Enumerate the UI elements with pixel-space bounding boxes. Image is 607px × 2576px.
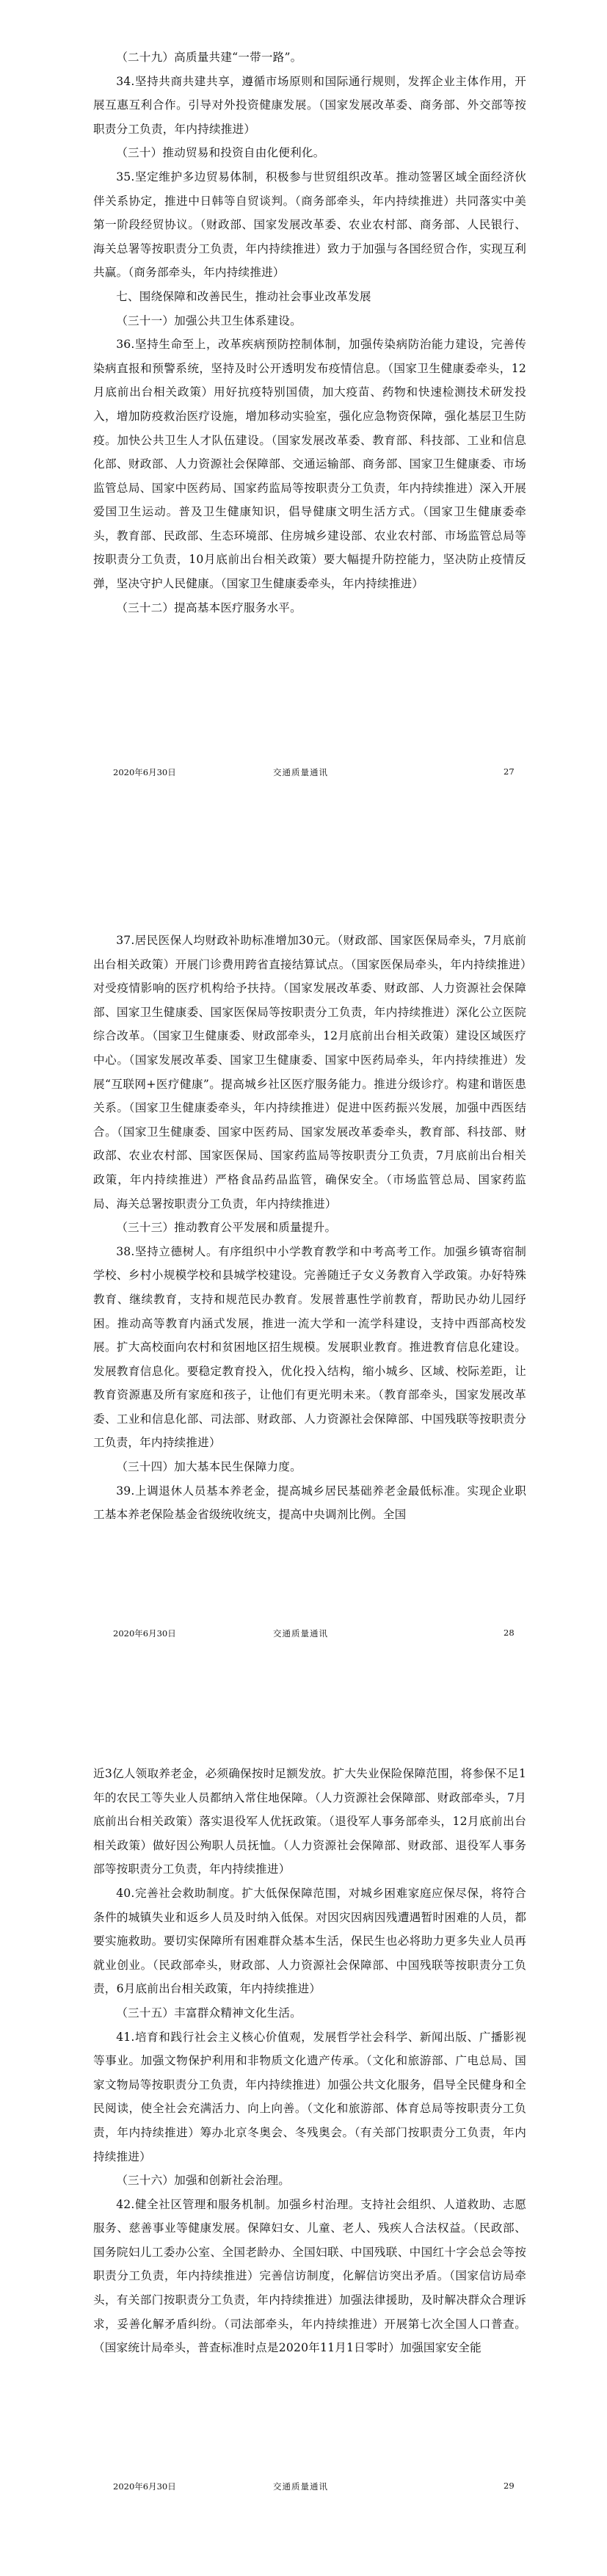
paragraph: 35.坚定维护多边贸易体制，积极参与世贸组织改革。推动签署区域全面经济伙伴关系协定，推进中日韩等自贸谈判。（商务部牵头，年内持续推进）共同落实中美第一阶段经贸协议。（财政部、国家发展改革委、农业农村部、商务部、人民银行、海关总署等按职责分工负责，年内持续推进）致力于加强与各国经贸合作，实现互利共赢。（商务部牵头，年内持续推进）: [93, 170, 526, 280]
section-heading: （二十九）高质量共建“一带一路”。: [116, 51, 302, 64]
section-heading: （三十一）加强公共卫生体系建设。: [116, 313, 302, 327]
paragraph: 41.培育和践行社会主义核心价值观，发展哲学社会科学、新闻出版、广播影视等事业。加强文物保护利用和非物质文化遗产传承。（文化和旅游部、广电总局、国家文物局等按职责分工负责，年内持续推进）加强公共文化服务，倡导全民健身和全民阅读，使全社会充满活力、向上向善。（文化和旅游部、体育总局等按职责分工负责，年内持续推进）筹办北京冬奥会、冬残奥会。（有关部门按职责分工负责，年内持续推进）: [93, 2030, 526, 2163]
page-footer: [0, 2481, 607, 2498]
paragraph: 39.上调退休人员基本养老金，提高城乡居民基础养老金最低标准。实现企业职工基本养老保险基金省级统收统支，提高中央调剂比例。全国: [93, 1484, 526, 1522]
page-body: [93, 1762, 526, 2360]
footer-date: 2020年6月30日: [113, 2481, 176, 2492]
paragraph: 42.健全社区管理和服务机制。加强乡村治理。支持社会组织、人道救助、志愿服务、慈善事业等健康发展。保障妇女、儿童、老人、残疾人合法权益。（民政部、国务院妇儿工委办公室、全国老龄办、全国妇联、中国残联、中国红十字会总会等按职责分工负责，年内持续推进）完善信访制度，化解信访突出矛盾。（国家信访局牵头，有关部门按职责分工负责，年内持续推进）加强法律援助，及时解决群众合理诉求，妥善化解矛盾纠纷。（司法部牵头，年内持续推进）开展第七次全国人口普查。（国家统计局牵头，普查标准时点是2020年11月1日零时）加强国家安全能: [93, 2197, 526, 2355]
section-heading: （三十）推动贸易和投资自由化便利化。: [116, 146, 325, 160]
section-heading: （三十五）丰富群众精神文化生活。: [116, 2006, 302, 2020]
paragraph: 40.完善社会救助制度。扩大低保保障范围，对城乡困难家庭应保尽保，将符合条件的城镇失业和返乡人员及时纳入低保。对因灾因病因残遭遇暂时困难的人员，都要实施救助。要切实保障所有困难群众基本生活，保民生也必将助力更多失业人员再就业创业。（民政部牵头，财政部、人力资源社会保障部、中国残联等按职责分工负责，6月底前出台相关政策，年内持续推进）: [93, 1886, 526, 1996]
footer-date: 2020年6月30日: [113, 1628, 176, 1639]
footer-date: 2020年6月30日: [113, 767, 176, 777]
footer-page-number: 28: [504, 1628, 515, 1638]
footer-publication: 交通质量通讯: [273, 2481, 328, 2492]
paragraph: 36.坚持生命至上，改革疾病预防控制体制，加强传染病防治能力建设，完善传染病直报和预警系统，坚持及时公开透明发布疫情信息。（国家卫生健康委牵头，12月底前出台相关政策）用好抗疫特别国债，加大疫苗、药物和快速检测技术研发投入，增加防疫救治医疗设施，增加移动实验室，强化应急物资保障，强化基层卫生防疫。加快公共卫生人才队伍建设。（国家发展改革委、教育部、科技部、工业和信息化部、财政部、人力资源社会保障部、交通运输部、商务部、国家卫生健康委、市场监管总局、国家中医药局、国家药监局等按职责分工负责，年内持续推进）深入开展爱国卫生运动。普及卫生健康知识，倡导健康文明生活方式。（国家卫生健康委牵头，教育部、民政部、生态环境部、住房城乡建设部、农业农村部、市场监管总局等按职责分工负责，10月底前出台相关政策）要大幅提升防控能力，坚决防止疫情反弹，坚决守护人民健康。（国家卫生健康委牵头，年内持续推进）: [93, 338, 526, 591]
footer-publication: 交通质量通讯: [273, 1628, 328, 1639]
paragraph: 34.坚持共商共建共享，遵循市场原则和国际通行规则，发挥企业主体作用，开展互惠互利合作。引导对外投资健康发展。（国家发展改革委、商务部、外交部等按职责分工负责，年内持续推进）: [93, 74, 526, 136]
chapter-heading: 七、围绕保障和改善民生，推动社会事业改革发展: [116, 289, 371, 303]
page-footer: [0, 1628, 607, 1645]
section-heading: （三十三）推动教育公平发展和质量提升。: [116, 1221, 337, 1235]
page-footer: [0, 766, 607, 784]
footer-publication: 交通质量通讯: [273, 767, 328, 777]
section-heading: （三十四）加大基本民生保障力度。: [116, 1460, 302, 1474]
paragraph: 近3亿人领取养老金，必须确保按时足额发放。扩大失业保险保障范围，将参保不足1年的农民工等失业人员都纳入常住地保障。（人力资源社会保障部、财政部牵头，7月底前出台相关政策）落实退役军人优抚政策。（退役军人事务部牵头，12月底前出台相关政策）做好因公殉职人员抚恤。（人力资源社会保障部、财政部、退役军人事务部等按职责分工负责，年内持续推进）: [93, 1767, 526, 1876]
footer-page-number: 27: [504, 766, 515, 777]
page-body: [93, 929, 526, 1527]
section-heading: （三十六）加强和创新社会治理。: [116, 2174, 291, 2188]
page-body: [93, 46, 526, 620]
section-heading: （三十二）提高基本医疗服务水平。: [116, 601, 302, 614]
paragraph: 37.居民医保人均财政补助标准增加30元。（财政部、国家医保局牵头，7月底前出台相关政策）开展门诊费用跨省直接结算试点。（国家医保局牵头，年内持续推进）对受疫情影响的医疗机构给予扶持。（国家发展改革委、财政部、人力资源社会保障部、国家卫生健康委、国家医保局等按职责分工负责，年内持续推进）深化公立医院综合改革。（国家卫生健康委、财政部牵头，12月底前出台相关政策）建设区域医疗中心。（国家发展改革委、国家卫生健康委、国家中医药局牵头，年内持续推进）发展“互联网+医疗健康”。提高城乡社区医疗服务能力。推进分级诊疗。构建和谐医患关系。（国家卫生健康委牵头，年内持续推进）促进中医药振兴发展，加强中西医结合。（国家卫生健康委、国家中医药局、国家发展改革委牵头，教育部、科技部、财政部、农业农村部、国家医保局、国家药监局等按职责分工负责，7月底前出台相关政策，年内持续推进）严格食品药品监管，确保安全。（市场监管总局、国家药监局、海关总署按职责分工负责，年内持续推进）: [93, 934, 526, 1211]
footer-page-number: 29: [504, 2481, 515, 2491]
paragraph: 38.坚持立德树人。有序组织中小学教育教学和中考高考工作。加强乡镇寄宿制学校、乡村小规模学校和县城学校建设。完善随迁子女义务教育入学政策。办好特殊教育、继续教育，支持和规范民办教育。发展普惠性学前教育，帮助民办幼儿园纾困。推动高等教育内涵式发展，推进一流大学和一流学科建设，支持中西部高校发展。扩大高校面向农村和贫困地区招生规模。发展职业教育。推进教育信息化建设。发展教育信息化。要稳定教育投入，优化投入结构，缩小城乡、区域、校际差距，让教育资源惠及所有家庭和孩子，让他们有更光明未来。（教育部牵头，国家发展改革委、工业和信息化部、司法部、财政部、人力资源社会保障部、中国残联等按职责分工负责，年内持续推进）: [93, 1244, 526, 1450]
